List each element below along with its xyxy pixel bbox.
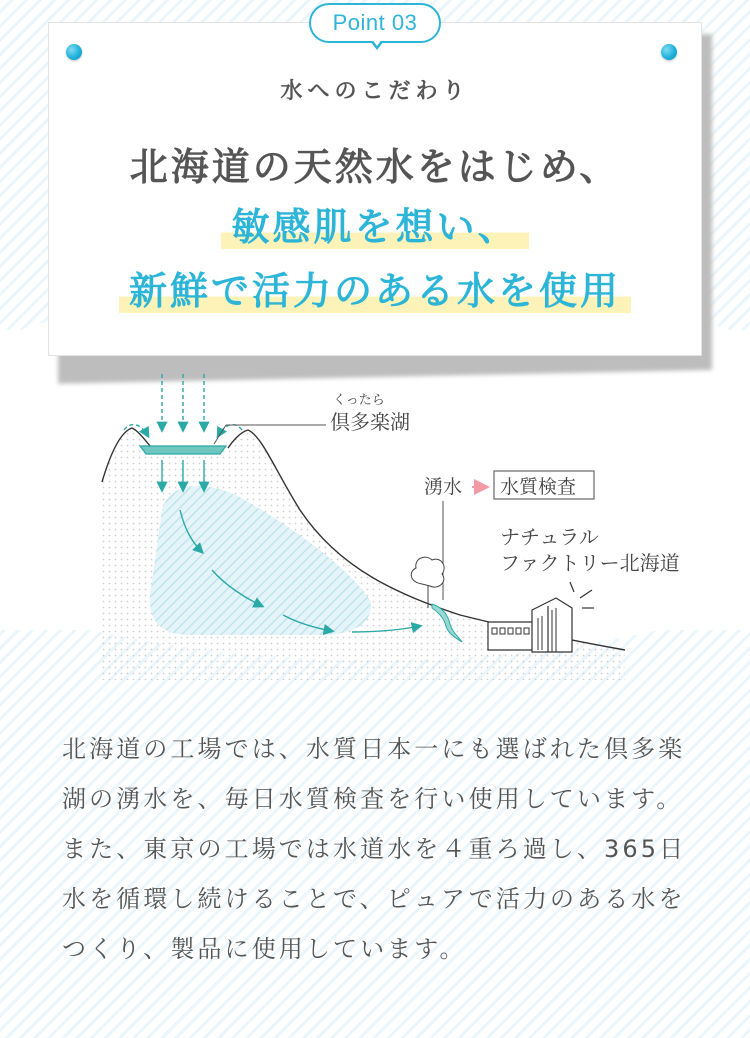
lake-ruby: くったら [333,393,385,408]
factory-label-line1: ナチュラル [500,525,599,549]
lake-label: 倶多楽湖 [330,410,410,434]
factory-sparkle-icon [570,582,594,608]
factory-label-line2: ファクトリー北海道 [500,551,680,575]
headline-line-3 [0,260,750,315]
point-badge [309,3,441,43]
lake-shape [140,446,226,454]
factory-icon [488,598,572,652]
body-text: 北海道の工場では、水質日本一にも選ばれた倶多楽湖の湧水を、毎日水質検査を行い使用しています。また、東京の工場では水道水を４重ろ過し、365日水を循環し続けることで、ピュアで活力のある水をつくり、製品に使用しています。 [62,735,687,963]
headline-line-1-text: 北海道の天然水をはじめ、 [129,145,621,189]
headline-line-2 [0,196,750,251]
badge-tail-icon [370,41,384,50]
rain-arrows [124,374,242,436]
headline-line-3-text: 新鮮で活力のある水を使用 [119,269,631,313]
water-source-diagram [0,360,750,680]
kicker-text: 水へのこだわり [280,79,470,104]
spring-label: 湧水 [424,476,463,498]
point-badge-label: Point 03 [332,10,418,35]
pin-icon [66,44,82,60]
headline-line-1 [0,136,750,191]
inspection-label: 水質検査 [500,476,577,498]
headline-line-2-text: 敏感肌を想い、 [221,205,528,249]
pin-icon [661,44,677,60]
